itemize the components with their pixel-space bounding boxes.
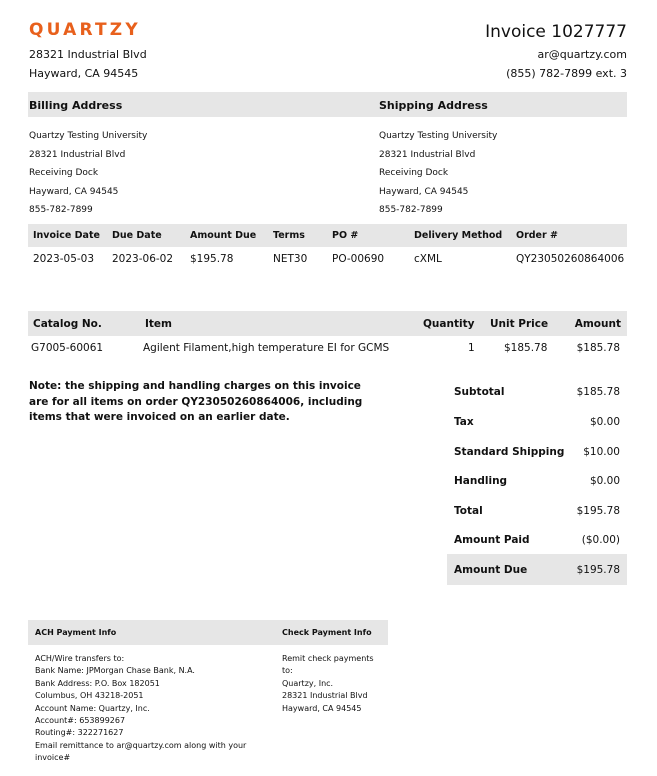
subtotal-label: Subtotal	[454, 386, 505, 398]
meta-order-number: QY23050260864006	[516, 253, 625, 265]
ach-line: Account Name: Quartzy, Inc.	[35, 703, 150, 713]
tax-value: $0.00	[589, 416, 620, 428]
company-address-line2: Hayward, CA 94545	[29, 67, 139, 80]
invoice-title: Invoice 1027777	[485, 22, 627, 42]
billing-line: Receiving Dock	[29, 168, 99, 178]
ach-line: invoice#	[35, 753, 71, 763]
billing-heading: Billing Address	[29, 99, 123, 112]
check-line: Remit check payments	[282, 654, 374, 663]
company-email: ar@quartzy.com	[537, 48, 627, 61]
billing-line: 28321 Industrial Blvd	[29, 149, 126, 160]
note-line: items that were invoiced on an earlier date.	[29, 411, 290, 423]
company-logo: QUARTZY	[29, 20, 141, 40]
meta-header-terms: Terms	[273, 230, 305, 241]
check-line: Hayward, CA 94545	[282, 703, 362, 713]
meta-header-amount-due: Amount Due	[190, 230, 257, 241]
ach-line: Email remittance to ar@quartzy.com along with your	[35, 740, 247, 750]
company-phone: (855) 782-7899 ext. 3	[506, 67, 627, 80]
billing-address	[29, 127, 147, 220]
total-label: Total	[454, 505, 483, 517]
amount-paid-label: Amount Paid	[454, 534, 530, 546]
ach-payment-info	[35, 653, 246, 765]
meta-header-delivery-method: Delivery Method	[414, 230, 503, 241]
amount-due-label: Amount Due	[454, 564, 528, 576]
ach-line: Bank Address: P.O. Box 182051	[35, 678, 160, 688]
handling-value: $0.00	[589, 475, 620, 487]
items-header-catalog: Catalog No.	[33, 318, 102, 330]
note-line: Note: the shipping and handling charges on this invoice	[29, 380, 361, 392]
ach-line: Bank Name: JPMorgan Chase Bank, N.A.	[35, 666, 195, 676]
ach-heading: ACH Payment Info	[35, 628, 117, 637]
meta-delivery-method: cXML	[414, 253, 442, 265]
shipping-line: 28321 Industrial Blvd	[379, 149, 476, 160]
billing-line: 855-782-7899	[29, 205, 93, 215]
items-header-quantity: Quantity	[423, 318, 475, 330]
item-quantity: 1	[468, 342, 475, 354]
items-header-unit-price: Unit Price	[490, 318, 549, 330]
item-description: Agilent Filament,high temperature EI for GCMS	[143, 342, 390, 354]
amount-paid-value: ($0.00)	[581, 534, 620, 546]
shipping-line: Quartzy Testing University	[379, 131, 498, 141]
shipping-address	[379, 127, 497, 220]
meta-po: PO-00690	[332, 253, 385, 265]
meta-header-invoice-date: Invoice Date	[33, 230, 100, 241]
shipping-line: 855-782-7899	[379, 205, 443, 215]
check-line: 28321 Industrial Blvd	[282, 691, 368, 701]
ach-line: Columbus, OH 43218-2051	[35, 691, 144, 701]
meta-header-po: PO #	[332, 230, 359, 241]
meta-invoice-date: 2023-05-03	[33, 253, 95, 265]
item-unit-price: $185.78	[504, 342, 548, 354]
check-line: Quartzy, Inc.	[282, 678, 334, 688]
item-catalog-no: G7005-60061	[31, 342, 104, 354]
shipping-label: Standard Shipping	[454, 446, 565, 458]
meta-header-due-date: Due Date	[112, 230, 162, 241]
ach-line: ACH/Wire transfers to:	[35, 654, 125, 663]
items-header-amount: Amount	[574, 318, 621, 330]
meta-due-date: 2023-06-02	[112, 253, 174, 265]
invoice-note	[29, 379, 362, 426]
note-line: are for all items on order QY23050260864006, including	[29, 395, 363, 408]
billing-line: Quartzy Testing University	[29, 131, 148, 141]
meta-amount-due: $195.78	[190, 253, 234, 265]
check-heading: Check Payment Info	[282, 628, 372, 637]
check-line: to:	[282, 666, 293, 676]
item-amount: $185.78	[576, 342, 620, 354]
check-payment-info	[282, 653, 374, 715]
shipping-line: Hayward, CA 94545	[379, 186, 469, 197]
total-value: $195.78	[576, 505, 620, 517]
handling-label: Handling	[454, 475, 508, 487]
shipping-heading: Shipping Address	[379, 99, 488, 112]
amount-due-value: $195.78	[576, 564, 620, 576]
tax-label: Tax	[454, 416, 474, 428]
meta-header-order: Order #	[516, 230, 558, 241]
shipping-value: $10.00	[583, 446, 620, 458]
meta-terms: NET30	[273, 253, 308, 265]
items-header-item: Item	[145, 318, 172, 330]
ach-line: Account#: 653899267	[35, 716, 126, 726]
ach-line: Routing#: 322271627	[35, 728, 124, 738]
subtotal-value: $185.78	[576, 386, 620, 398]
company-address-line1: 28321 Industrial Blvd	[29, 48, 147, 61]
billing-line: Hayward, CA 94545	[29, 186, 119, 197]
shipping-line: Receiving Dock	[379, 168, 449, 178]
